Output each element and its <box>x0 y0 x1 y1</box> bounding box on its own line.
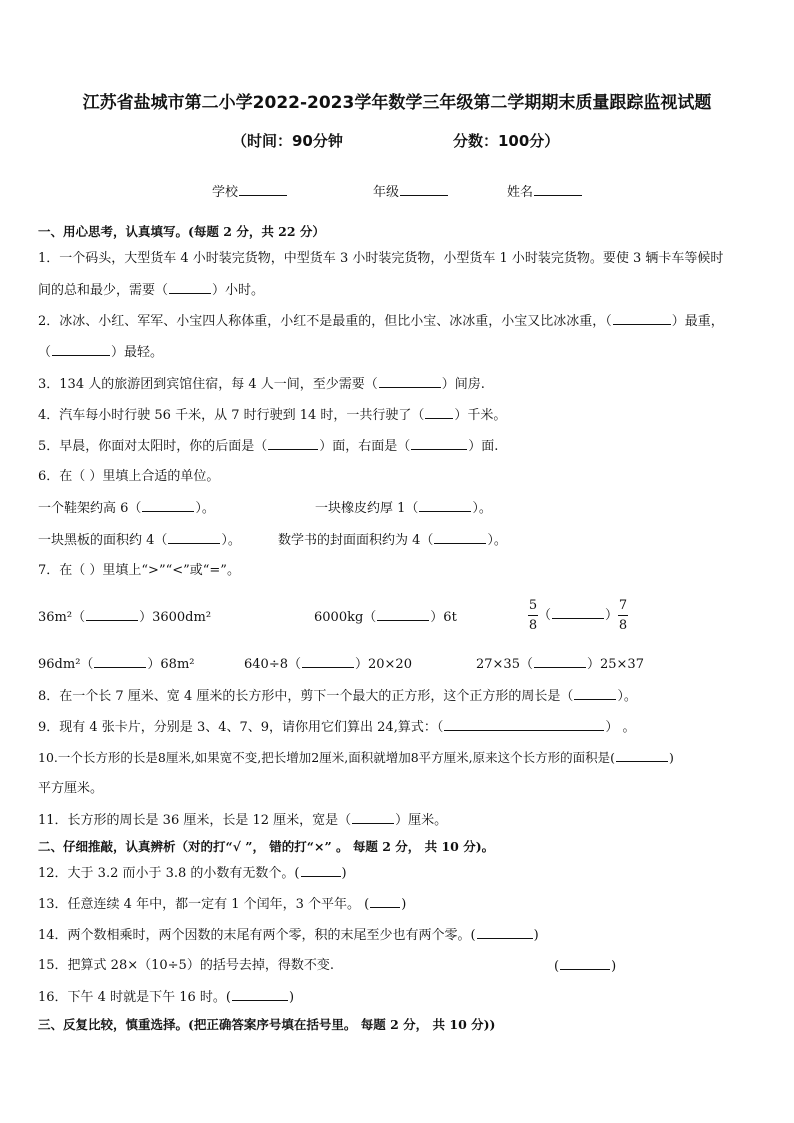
answer-blank-8[interactable] <box>574 687 616 700</box>
section-1-heading: 一、用心思考，认真填写。(每题 2 分，共 22 分） <box>38 224 325 239</box>
question-7d: 96dm²（ ）68m² <box>38 657 195 672</box>
answer-blank-5a[interactable] <box>268 437 318 450</box>
answer-blank-7e[interactable] <box>302 655 354 668</box>
question-2-line-2: （ ）最轻。 <box>38 345 164 360</box>
question-1-line-2: 间的总和最少，需要（ ）小时。 <box>38 283 265 298</box>
school-blank[interactable] <box>239 183 287 196</box>
question-13: 13．任意连续 4 年中，都一定有 1 个闰年，3 个平年。 ( ) <box>38 897 407 912</box>
answer-blank-15[interactable] <box>560 957 610 970</box>
question-8: 8．在一个长 7 厘米、宽 4 厘米的长方形中，剪下一个最大的正方形，这个正方形的周长是（ ）。 <box>38 689 637 704</box>
answer-blank-14[interactable] <box>477 926 533 939</box>
question-7b: 6000kg（ ）6t <box>314 610 457 625</box>
answer-blank-4[interactable] <box>425 406 453 419</box>
question-6b: 一块橡皮约厚 1（ ）。 <box>315 501 492 516</box>
answer-blank-16[interactable] <box>232 988 288 1001</box>
question-15: 15．把算式 28×（10÷5）的括号去掉，得数不变. <box>38 958 334 973</box>
exam-title: 江苏省盐城市第二小学2022-2023学年数学三年级第二学期期末质量跟踪监视试题 <box>82 93 712 113</box>
answer-blank-6a[interactable] <box>142 499 194 512</box>
grade-label: 年级 <box>373 185 400 200</box>
school-field <box>212 181 288 200</box>
question-7e: 640÷8（ ）20×20 <box>244 657 412 672</box>
answer-blank-7c[interactable] <box>552 606 604 619</box>
question-2-line-1: 2．冰冰、小红、军军、小宝四人称体重，小红不是最重的，但比小宝、冰冰重，小宝又比冰冰重，（ ）最重， <box>38 314 724 329</box>
question-6d: 数学书的封面面积约为 4（ ）。 <box>278 533 507 548</box>
question-7a: 36m²（ ）3600dm² <box>38 610 212 625</box>
answer-blank-6c[interactable] <box>168 531 220 544</box>
grade-field <box>373 181 449 200</box>
question-10-line-2: 平方厘米。 <box>38 781 104 796</box>
question-1-line-1: 1．一个码头，大型货车 4 小时装完货物，中型货车 3 小时装完货物，小型货车 1 小时装完货物。要使 3 辆卡车等候时 <box>38 251 724 266</box>
question-15-answer: ( ) <box>554 959 617 974</box>
question-3: 3．134 人的旅游团到宾馆住宿，每 4 人一间，至少需要（ ）间房. <box>38 377 485 392</box>
question-10-line-1: 10.一个长方形的长是8厘米,如果宽不变,把长增加2厘米,面积就增加8平方厘米,原来这个长方形的面积是( ) <box>38 750 674 765</box>
answer-blank-12[interactable] <box>301 864 341 877</box>
answer-blank-5b[interactable] <box>411 437 467 450</box>
question-14: 14．两个数相乘时，两个因数的末尾有两个零，积的末尾至少也有两个零。( ) <box>38 928 539 943</box>
question-7: 7．在（ ）里填上“>”“<”或“=”。 <box>38 563 240 578</box>
exam-time: （时间：90分钟 <box>232 132 343 150</box>
name-label: 姓名 <box>507 185 534 200</box>
answer-blank-7a[interactable] <box>86 608 138 621</box>
answer-blank-6d[interactable] <box>434 531 486 544</box>
answer-blank-7d[interactable] <box>94 655 146 668</box>
answer-blank-7f[interactable] <box>534 655 586 668</box>
question-12: 12．大于 3.2 而小于 3.8 的小数有无数个。( ) <box>38 866 347 881</box>
answer-blank-10[interactable] <box>616 749 668 762</box>
grade-blank[interactable] <box>400 183 448 196</box>
fraction-5-8: $\frac{5}{8}$ <box>528 598 538 633</box>
section-2-heading: 二、仔细推敲，认真辨析（对的打“√ ”， 错的打“×” 。 每题 2 分， 共 10 分)。 <box>38 839 495 854</box>
section-3-heading: 三、反复比较，慎重选择。(把正确答案序号填在括号里。 每题 2 分， 共 10 分)) <box>38 1017 496 1032</box>
answer-blank-7b[interactable] <box>377 608 429 621</box>
question-7f: 27×35（ ）25×37 <box>476 657 644 672</box>
name-field <box>507 181 583 200</box>
question-16: 16．下午 4 时就是下午 16 时。( ) <box>38 990 295 1005</box>
answer-blank-1[interactable] <box>169 281 211 294</box>
answer-blank-13[interactable] <box>370 895 400 908</box>
question-11: 11．长方形的周长是 36 厘米，长是 12 厘米，宽是（ ）厘米。 <box>38 813 448 828</box>
answer-blank-11[interactable] <box>352 811 394 824</box>
answer-blank-3[interactable] <box>379 375 441 388</box>
fraction-7-8: $\frac{7}{8}$ <box>618 598 628 633</box>
exam-score: 分数：100分） <box>453 132 560 150</box>
question-4: 4．汽车每小时行驶 56 千米，从 7 时行驶到 14 时，一共行驶了（ ）千米。 <box>38 408 507 423</box>
question-7c: $\frac{5}{8}$ （ ） $\frac{7}{8}$ <box>528 598 628 633</box>
question-5: 5．早晨，你面对太阳时，你的后面是（ ）面，右面是（ ）面. <box>38 439 499 454</box>
answer-blank-6b[interactable] <box>419 499 471 512</box>
question-6a: 一个鞋架约高 6（ ）。 <box>38 501 215 516</box>
name-blank[interactable] <box>534 183 582 196</box>
answer-blank-2b[interactable] <box>52 343 110 356</box>
answer-blank-2a[interactable] <box>613 312 671 325</box>
question-6: 6．在（ ）里填上合适的单位。 <box>38 469 220 484</box>
school-label: 学校 <box>212 185 239 200</box>
question-9: 9．现有 4 张卡片，分别是 3、4、7、9，请你用它们算出 24,算式：（ ） 。 <box>38 720 636 735</box>
question-6c: 一块黑板的面积约 4（ ）。 <box>38 533 241 548</box>
answer-blank-9[interactable] <box>444 718 604 731</box>
